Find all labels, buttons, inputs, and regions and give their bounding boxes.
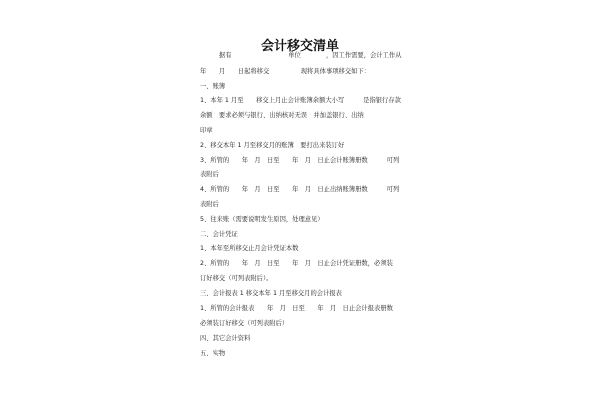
report-item-1: 1、所管的会计报表 年 月 日至 年 月 日止会计报表册数 xyxy=(200,305,393,312)
section-heading-ledgers: 一、账簿 xyxy=(200,83,226,90)
voucher-item-2-cont: 订好移交（可列表附后）。 xyxy=(200,275,273,282)
ledger-item-5: 5、往来账（需要说明发生原因，处理意见） xyxy=(200,216,324,223)
ledger-item-1-cont-2: 印章 xyxy=(200,127,213,134)
ledger-item-2: 2、移交本年 1 月至移交月的账簿 要打出来装订好 xyxy=(200,142,345,149)
section-heading-reports: 三、会计报表 1 移交本年 1 月至移交月的会计报表 xyxy=(200,290,342,297)
document-title: 会计移交清单 xyxy=(260,39,339,54)
report-item-1-cont: 必须装订好移交（可列表附后） xyxy=(200,320,289,327)
ledger-item-4: 4、所管的 年 月 日至 年 月 日止出纳账簿册数 可列 xyxy=(200,186,400,193)
voucher-item-2: 2、所管的 年 月 日至 年 月 日止会计凭证册数，必须装 xyxy=(200,260,393,267)
section-heading-physical-items: 五、实物 xyxy=(200,350,226,357)
intro-line-2: 年 月 日起将移交 现将具体事项移交如下： xyxy=(200,68,371,75)
section-heading-other-materials: 四、其它会计资料 xyxy=(200,335,251,342)
ledger-item-3-cont: 表附后 xyxy=(200,171,219,178)
intro-line-1: 据有 单位 ，因工作需要，会计工作从 xyxy=(200,52,402,59)
ledger-item-3: 3、所管的 年 月 日至 年 月 日止会计账簿册数 可列 xyxy=(200,157,400,164)
ledger-item-1: 1、本年 1 月至 移交上月止会计账簿余额大小写 是指银行存款 xyxy=(200,97,401,104)
ledger-item-1-cont: 余额 要求必须与银行、出纳核对无误 并加盖银行、出纳 xyxy=(200,112,364,119)
ledger-item-4-cont: 表附后 xyxy=(200,201,219,208)
section-heading-vouchers: 二、会计凭证 xyxy=(200,231,238,238)
voucher-item-1: 1、本年至所移交止月会计凭证本数 xyxy=(200,245,299,252)
